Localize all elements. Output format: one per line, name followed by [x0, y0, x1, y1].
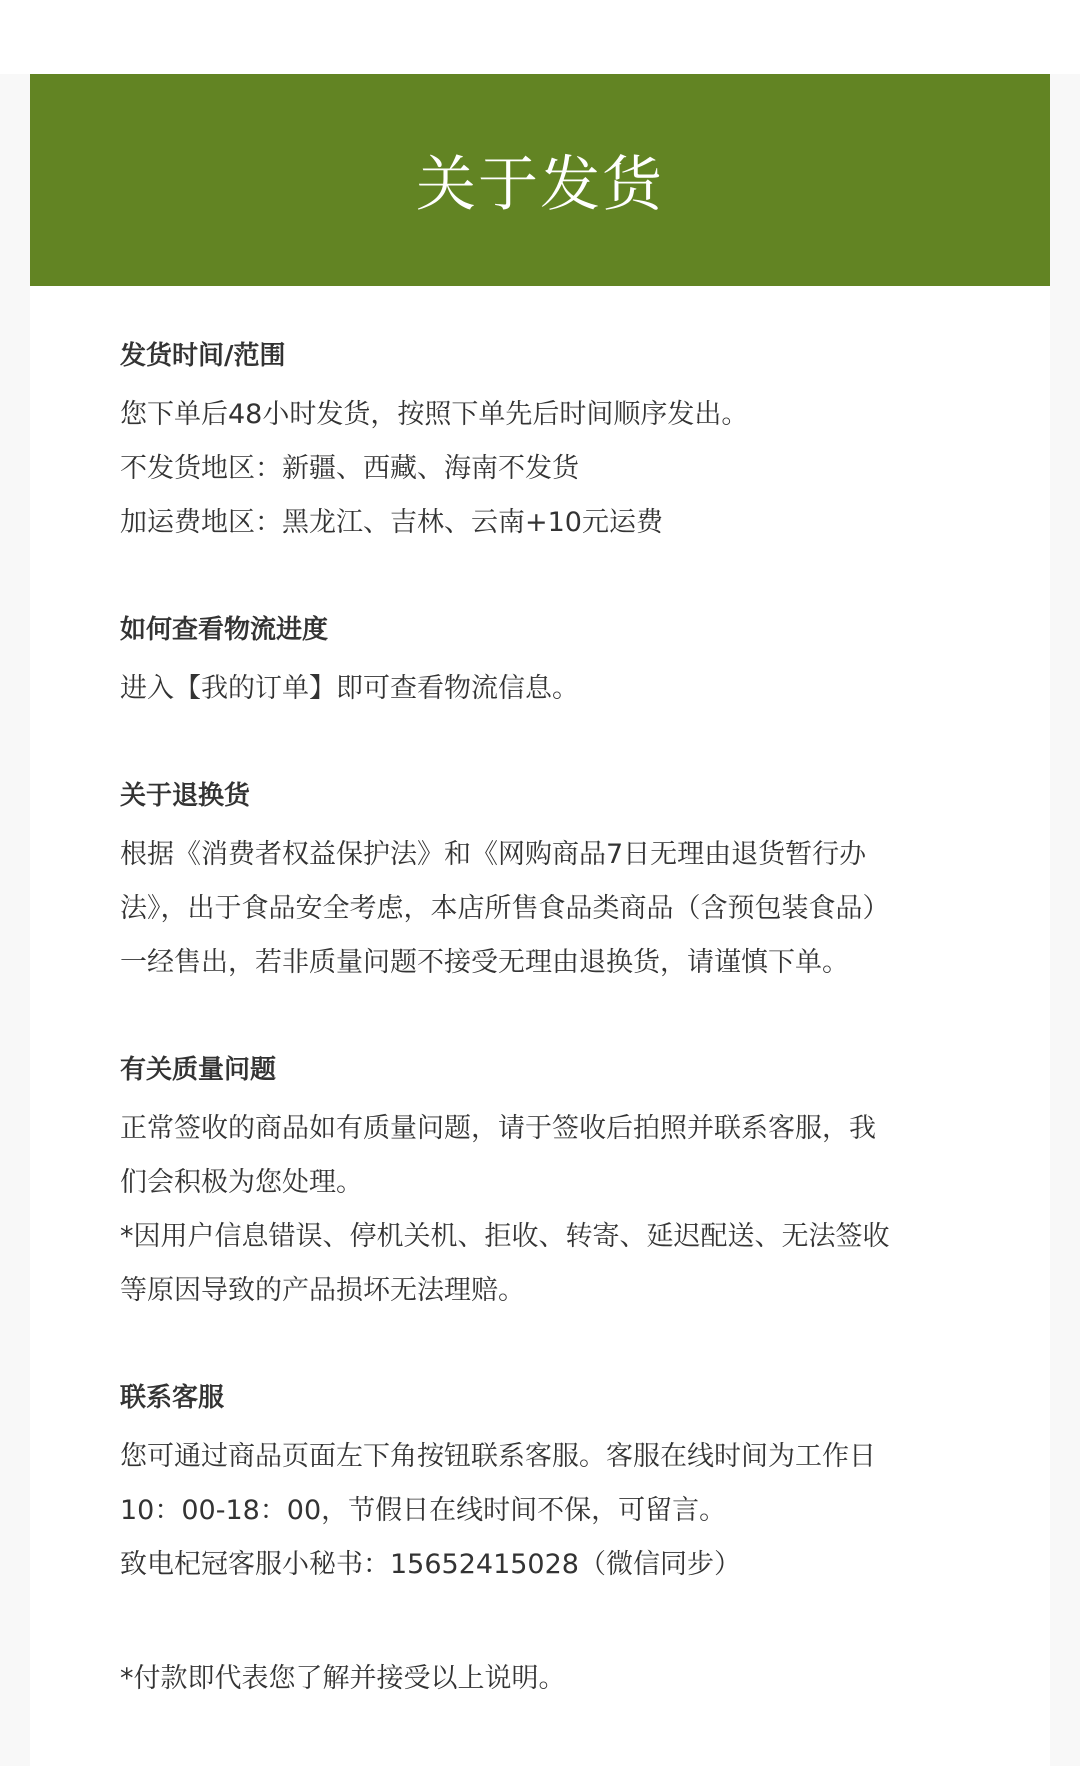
section-text-line: *因用户信息错误、停机关机、拒收、转寄、延迟配送、无法签收 — [120, 1221, 890, 1252]
section-text-line: 致电杞冠客服小秘书：15652415028（微信同步） — [120, 1549, 741, 1580]
content-area — [30, 286, 1050, 1706]
section-text-line: 等原因导致的产品损坏无法理赔。 — [120, 1275, 525, 1306]
section-logistics — [120, 610, 960, 716]
section-customer-service — [120, 1378, 960, 1592]
page-title: 关于发货 — [416, 150, 664, 220]
footer-note: *付款即代表您了解并接受以上说明。 — [120, 1663, 566, 1694]
title-banner — [30, 74, 1050, 286]
section-heading: 如何查看物流进度 — [120, 615, 329, 645]
section-heading: 联系客服 — [120, 1383, 225, 1413]
section-text-line: 法》，出于食品安全考虑，本店所售食品类商品（含预包装食品） — [120, 893, 890, 924]
shipping-info-card — [30, 74, 1050, 1766]
section-quality — [120, 1050, 960, 1318]
section-text-line: 根据《消费者权益保护法》和《网购商品7日无理由退货暂行办 — [120, 839, 867, 870]
section-text-line: 您下单后48小时发货，按照下单先后时间顺序发出。 — [120, 399, 749, 430]
section-text-line: 一经售出，若非质量问题不接受无理由退换货，请谨慎下单。 — [120, 947, 849, 978]
section-heading: 有关质量问题 — [120, 1055, 277, 1085]
section-returns — [120, 776, 960, 990]
top-blank-strip — [0, 0, 1080, 74]
section-text-line: 10：00-18：00，节假日在线时间不保，可留言。 — [120, 1495, 727, 1526]
section-text-line: 您可通过商品页面左下角按钮联系客服。客服在线时间为工作日 — [120, 1441, 876, 1472]
section-text-line: 加运费地区：黑龙江、吉林、云南+10元运费 — [120, 507, 663, 538]
section-heading: 关于退换货 — [120, 781, 251, 811]
section-text-line: 正常签收的商品如有质量问题，请于签收后拍照并联系客服，我 — [120, 1113, 876, 1144]
section-text-line: 们会积极为您处理。 — [120, 1167, 363, 1198]
section-heading: 发货时间/范围 — [120, 341, 286, 371]
section-shipping-time — [120, 336, 960, 550]
section-text-line: 进入【我的订单】即可查看物流信息。 — [120, 673, 579, 704]
section-text-line: 不发货地区：新疆、西藏、海南不发货 — [120, 453, 579, 484]
